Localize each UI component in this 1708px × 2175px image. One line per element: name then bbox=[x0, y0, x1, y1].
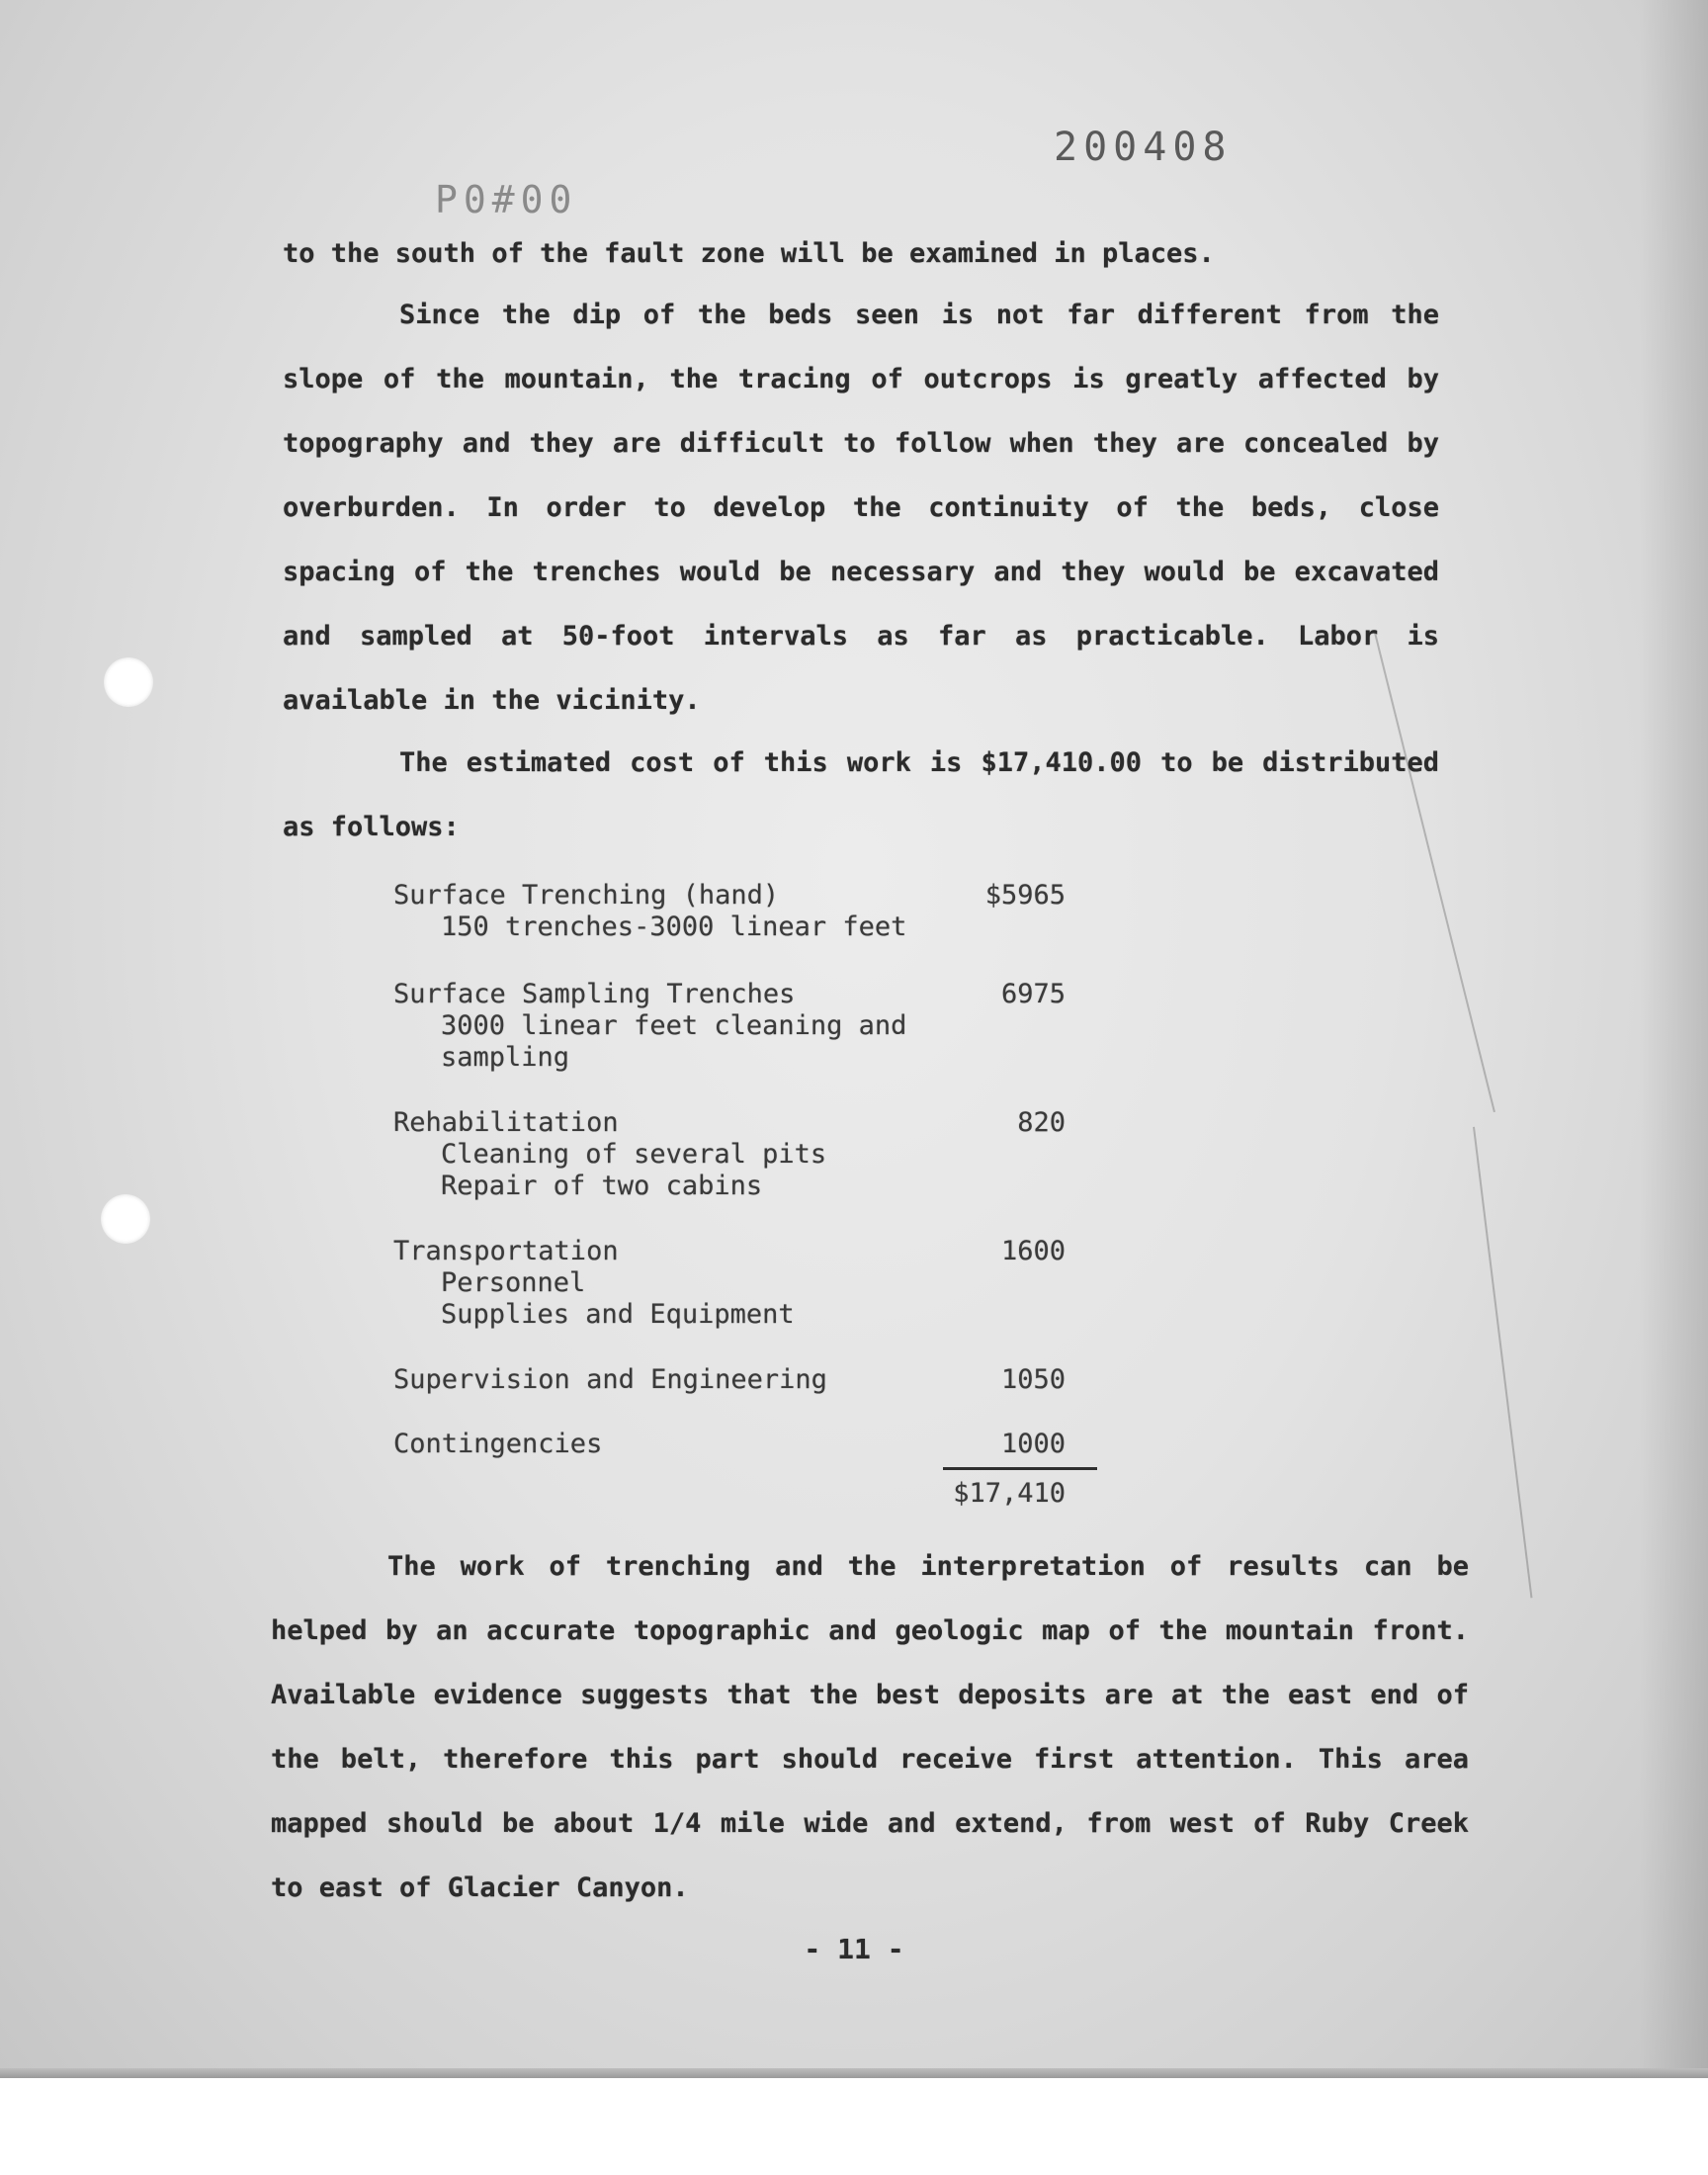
cost-item-detail: 3000 linear feet cleaning and bbox=[441, 1010, 907, 1041]
cost-item-detail: Cleaning of several pits bbox=[441, 1139, 827, 1170]
cost-item-amount: 820 bbox=[1017, 1107, 1066, 1138]
cost-item-detail: 150 trenches-3000 linear feet bbox=[441, 912, 907, 942]
cost-item-label: Supervision and Engineering bbox=[393, 1364, 827, 1395]
cost-item-amount: 1050 bbox=[1000, 1364, 1066, 1395]
cost-item-amount: 1600 bbox=[1000, 1236, 1066, 1266]
page-number: - 11 - bbox=[804, 1933, 904, 1965]
cost-item-label: Rehabilitation bbox=[393, 1107, 619, 1138]
cost-item-amount: 6975 bbox=[1000, 979, 1066, 1009]
cost-item-detail: Supplies and Equipment bbox=[441, 1299, 795, 1330]
cost-item-amount: 1000 bbox=[1000, 1429, 1066, 1459]
cost-item-label: Surface Trenching (hand) bbox=[393, 880, 780, 911]
paragraph-estimated-cost: The estimated cost of this work is $17,410.00 to be distributed as follows: bbox=[283, 747, 1439, 842]
cost-total-amount: $17,410 bbox=[953, 1478, 1066, 1509]
cost-item-detail: sampling bbox=[441, 1042, 570, 1073]
paragraph-map-recommendation: The work of trenching and the interpretation of results can be helped by an accurate topographic and geologic map of the mountain front. Available evidence suggests that the best deposits are at the east end of the belt, therefore this part should receive first attention. This area mapped should be about 1/4 mile wide and extend, from west of Ruby Creek to east of Glacier Canyon. bbox=[271, 1551, 1469, 1903]
cost-item-detail: Personnel bbox=[441, 1267, 586, 1298]
document-number-stamp: 200408 bbox=[1054, 125, 1233, 170]
faint-number-stamp: P0#00 bbox=[435, 178, 578, 221]
cost-item-label: Contingencies bbox=[393, 1429, 603, 1459]
cost-item-detail: Repair of two cabins bbox=[441, 1171, 763, 1201]
cost-item-label: Transportation bbox=[393, 1236, 619, 1266]
paragraph-dip-of-beds: Since the dip of the beds seen is not far different from the slope of the mountain, the tracing of outcrops is greatly affected by topography and they are difficult to follow when they are concealed by overburden. In order to develop the continuity of the beds, close spacing of the trenches would be necessary and they would be excavated and sampled at 50-foot intervals as far as practicable. Labor is available in the vicinity. bbox=[283, 300, 1439, 716]
total-underline bbox=[943, 1467, 1097, 1470]
paragraph-fault-zone: to the south of the fault zone will be examined in places. bbox=[283, 238, 1215, 269]
cost-item-amount: $5965 bbox=[984, 880, 1066, 911]
cost-item-label: Surface Sampling Trenches bbox=[393, 979, 796, 1009]
